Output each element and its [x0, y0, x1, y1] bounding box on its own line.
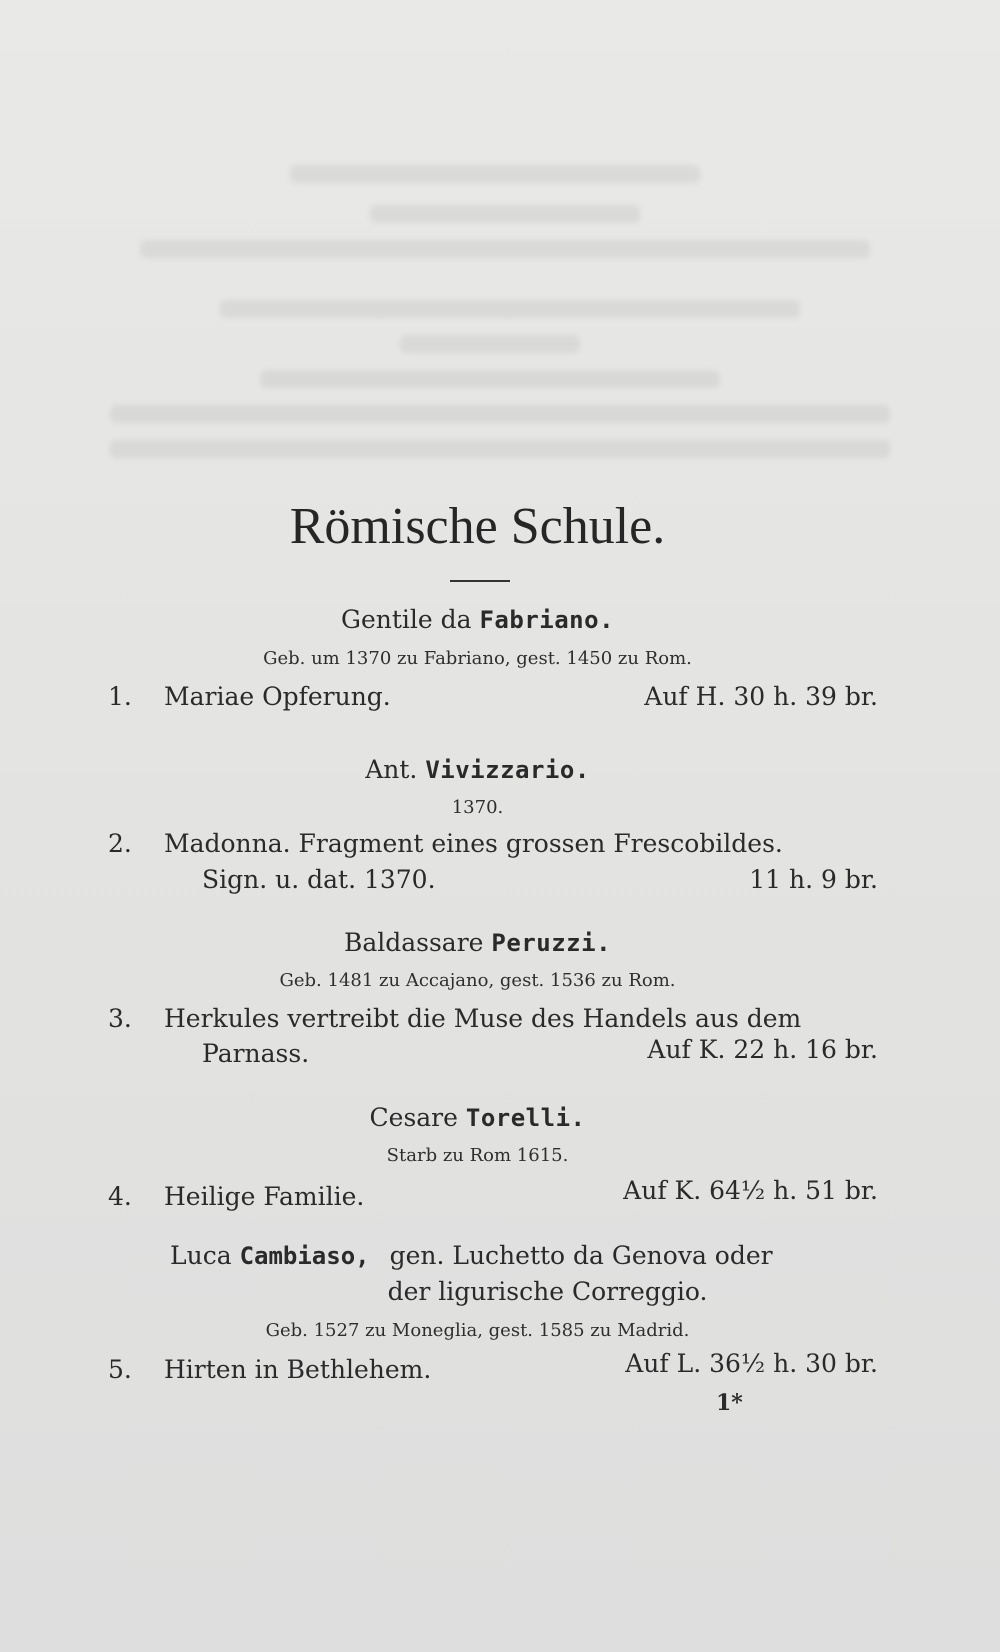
- artist-name: [0, 605, 955, 634]
- artist-name: [170, 1238, 885, 1310]
- entry-title: Hirten in Bethlehem.: [164, 1355, 432, 1384]
- artist-bio: Geb. 1527 zu Moneglia, gest. 1585 zu Madrid.: [265, 1320, 690, 1341]
- artist-prefix: Cesare: [369, 1103, 458, 1132]
- section-heading: Römische Schule.: [289, 498, 666, 555]
- entry-title: Mariae Opferung.: [164, 682, 391, 711]
- bleed-through-texture: [0, 0, 1000, 520]
- artist-prefix: Gentile da: [340, 605, 472, 634]
- artist-bio: Geb. 1481 zu Accajano, gest. 1536 zu Rom.: [279, 970, 676, 991]
- artist-surname: Vivizzario.: [425, 756, 590, 784]
- entry-price: Auf L. 36½ h. 30 br.: [625, 1349, 878, 1378]
- entry-price: Auf K. 64½ h. 51 br.: [623, 1176, 878, 1205]
- artist-surname: Cambiaso,: [239, 1242, 370, 1270]
- artist-surname: Fabriano.: [479, 606, 615, 634]
- entry-title-line2: Parnass.: [202, 1039, 310, 1068]
- artist-bio: Starb zu Rom 1615.: [386, 1145, 569, 1166]
- entry-price: Auf K. 22 h. 16 br.: [647, 1035, 878, 1064]
- artist-prefix: Ant.: [365, 755, 418, 784]
- entry-title-line2: Sign. u. dat. 1370.: [202, 865, 436, 894]
- artist-prefix: Luca: [170, 1241, 232, 1270]
- entry-title: Madonna. Fragment eines grossen Frescobildes.: [164, 829, 783, 858]
- entry-number: 5.: [108, 1355, 132, 1384]
- entry-number: 3.: [108, 1004, 132, 1033]
- artist-name: [0, 1103, 955, 1132]
- artist-surname: Peruzzi.: [491, 929, 612, 957]
- entry-price: Auf H. 30 h. 39 br.: [644, 682, 878, 711]
- artist-bio: 1370.: [451, 797, 504, 818]
- entry-title: Herkules vertreibt die Muse des Handels aus dem: [164, 1004, 802, 1033]
- signature-mark: 1*: [716, 1390, 743, 1416]
- artist-name: [0, 755, 955, 784]
- entry-number: 1.: [108, 682, 132, 711]
- artist-alias-line2: der ligurische Correggio.: [387, 1277, 708, 1306]
- entry-price: 11 h. 9 br.: [749, 865, 878, 894]
- entry-title: Heilige Familie.: [164, 1182, 365, 1211]
- artist-prefix: Baldassare: [343, 928, 484, 957]
- entry-number: 2.: [108, 829, 132, 858]
- artist-bio: Geb. um 1370 zu Fabriano, gest. 1450 zu Rom.: [263, 648, 692, 669]
- artist-surname: Torelli.: [465, 1104, 586, 1132]
- artist-name: [0, 928, 955, 957]
- artist-alias: gen. Luchetto da Genova oder: [389, 1241, 773, 1270]
- heading-divider: [450, 580, 510, 582]
- entry-number: 4.: [108, 1182, 132, 1211]
